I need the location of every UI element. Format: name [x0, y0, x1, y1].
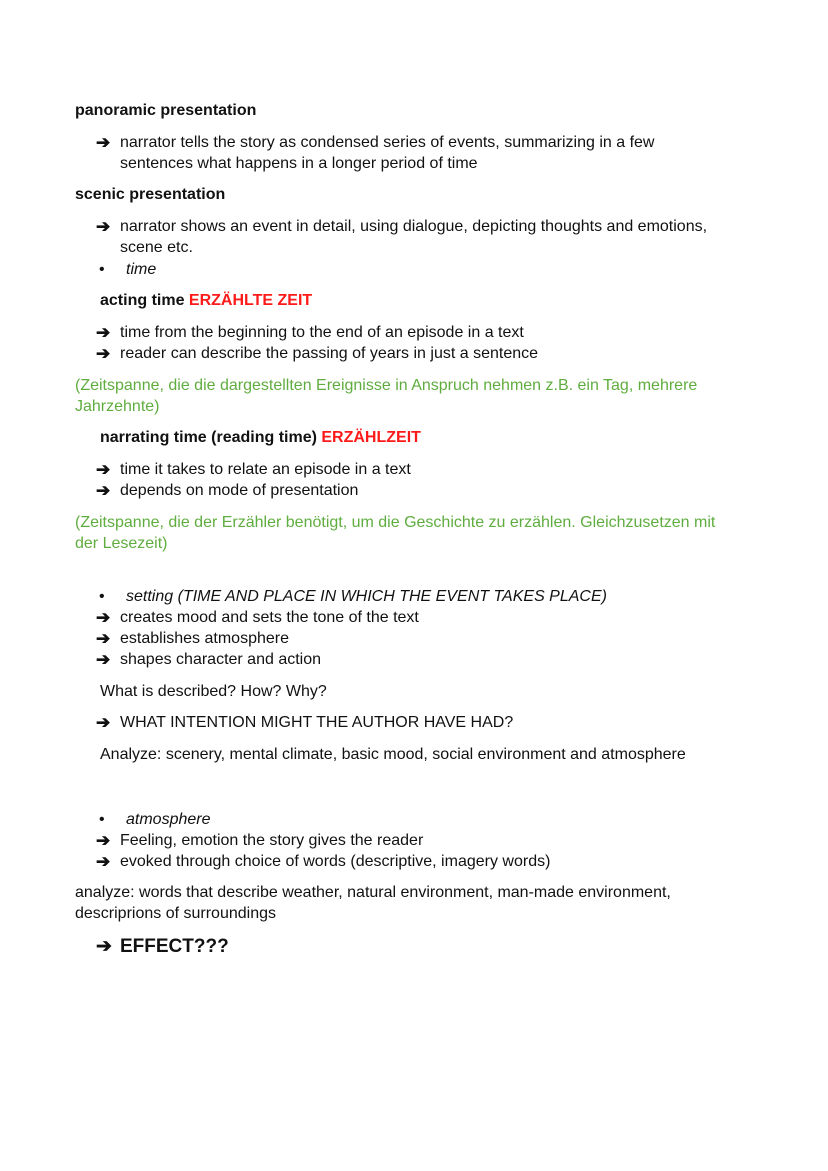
arrow-icon: ➔: [96, 650, 111, 669]
acting-note-line-1: (Zeitspanne, die die dargestellten Ereignisse in Anspruch nehmen z.B. ein Tag, mehrere: [75, 377, 698, 394]
bullet-icon: •: [99, 261, 105, 278]
arrow-icon: ➔: [96, 133, 111, 152]
setting-point-3: shapes character and action: [120, 651, 322, 668]
acting-point-2: reader can describe the passing of years in just a sentence: [120, 345, 539, 362]
bullet-icon: •: [99, 588, 105, 605]
acting-point-1: time from the beginning to the end of an episode in a text: [120, 324, 524, 341]
narrating-time-heading: [100, 427, 421, 448]
arrow-icon: ➔: [96, 608, 111, 627]
setting-analyze: Analyze: scenery, mental climate, basic mood, social environment and atmosphere: [100, 746, 686, 763]
effect-heading: EFFECT???: [120, 936, 229, 957]
narrating-note-line-2: der Lesezeit): [75, 535, 168, 552]
arrow-icon: ➔: [96, 344, 111, 363]
narrating-note-line-1: (Zeitspanne, die der Erzähler benötigt, um die Geschichte zu erzählen. Gleichzusetzen mit: [75, 514, 716, 531]
arrow-icon: ➔: [96, 936, 112, 957]
arrow-icon: ➔: [96, 713, 111, 732]
panoramic-point-2: sentences what happens in a longer period of time: [120, 155, 478, 172]
arrow-icon: ➔: [96, 460, 111, 479]
arrow-icon: ➔: [96, 217, 111, 236]
setting-questions: What is described? How? Why?: [100, 683, 327, 700]
narrating-time-german: ERZÄHLZEIT: [321, 429, 421, 446]
atmosphere-analyze-line-1: analyze: words that describe weather, natural environment, man-made environment,: [75, 884, 671, 901]
atmosphere-bullet: atmosphere: [126, 811, 211, 828]
panoramic-point-1: narrator tells the story as condensed series of events, summarizing in a few: [120, 134, 655, 151]
acting-time-heading: [100, 290, 312, 311]
narrating-time-label: narrating time (reading time): [100, 429, 317, 446]
narrating-point-1: time it takes to relate an episode in a text: [120, 461, 411, 478]
setting-intention: WHAT INTENTION MIGHT THE AUTHOR HAVE HAD?: [120, 714, 514, 731]
atmosphere-analyze-line-2: descriprions of surroundings: [75, 905, 276, 922]
bullet-icon: •: [99, 811, 105, 828]
acting-note-line-2: Jahrzehnte): [75, 398, 160, 415]
setting-point-1: creates mood and sets the tone of the text: [120, 609, 419, 626]
arrow-icon: ➔: [96, 831, 111, 850]
setting-bullet: setting (TIME AND PLACE IN WHICH THE EVENT TAKES PLACE): [126, 588, 607, 605]
arrow-icon: ➔: [96, 629, 111, 648]
scenic-heading: scenic presentation: [75, 186, 226, 203]
setting-point-2: establishes atmosphere: [120, 630, 289, 647]
arrow-icon: ➔: [96, 323, 111, 342]
scenic-point-2: scene etc.: [120, 239, 193, 256]
panoramic-heading: panoramic presentation: [75, 102, 257, 119]
scenic-point-1: narrator shows an event in detail, using dialogue, depicting thoughts and emotions,: [120, 218, 708, 235]
atmosphere-point-2: evoked through choice of words (descriptive, imagery words): [120, 853, 551, 870]
time-bullet: time: [126, 261, 157, 278]
narrating-point-2: depends on mode of presentation: [120, 482, 359, 499]
arrow-icon: ➔: [96, 481, 111, 500]
atmosphere-point-1: Feeling, emotion the story gives the reader: [120, 832, 424, 849]
acting-time-label: acting time: [100, 292, 185, 309]
arrow-icon: ➔: [96, 852, 111, 871]
acting-time-german: ERZÄHLTE ZEIT: [188, 292, 313, 309]
